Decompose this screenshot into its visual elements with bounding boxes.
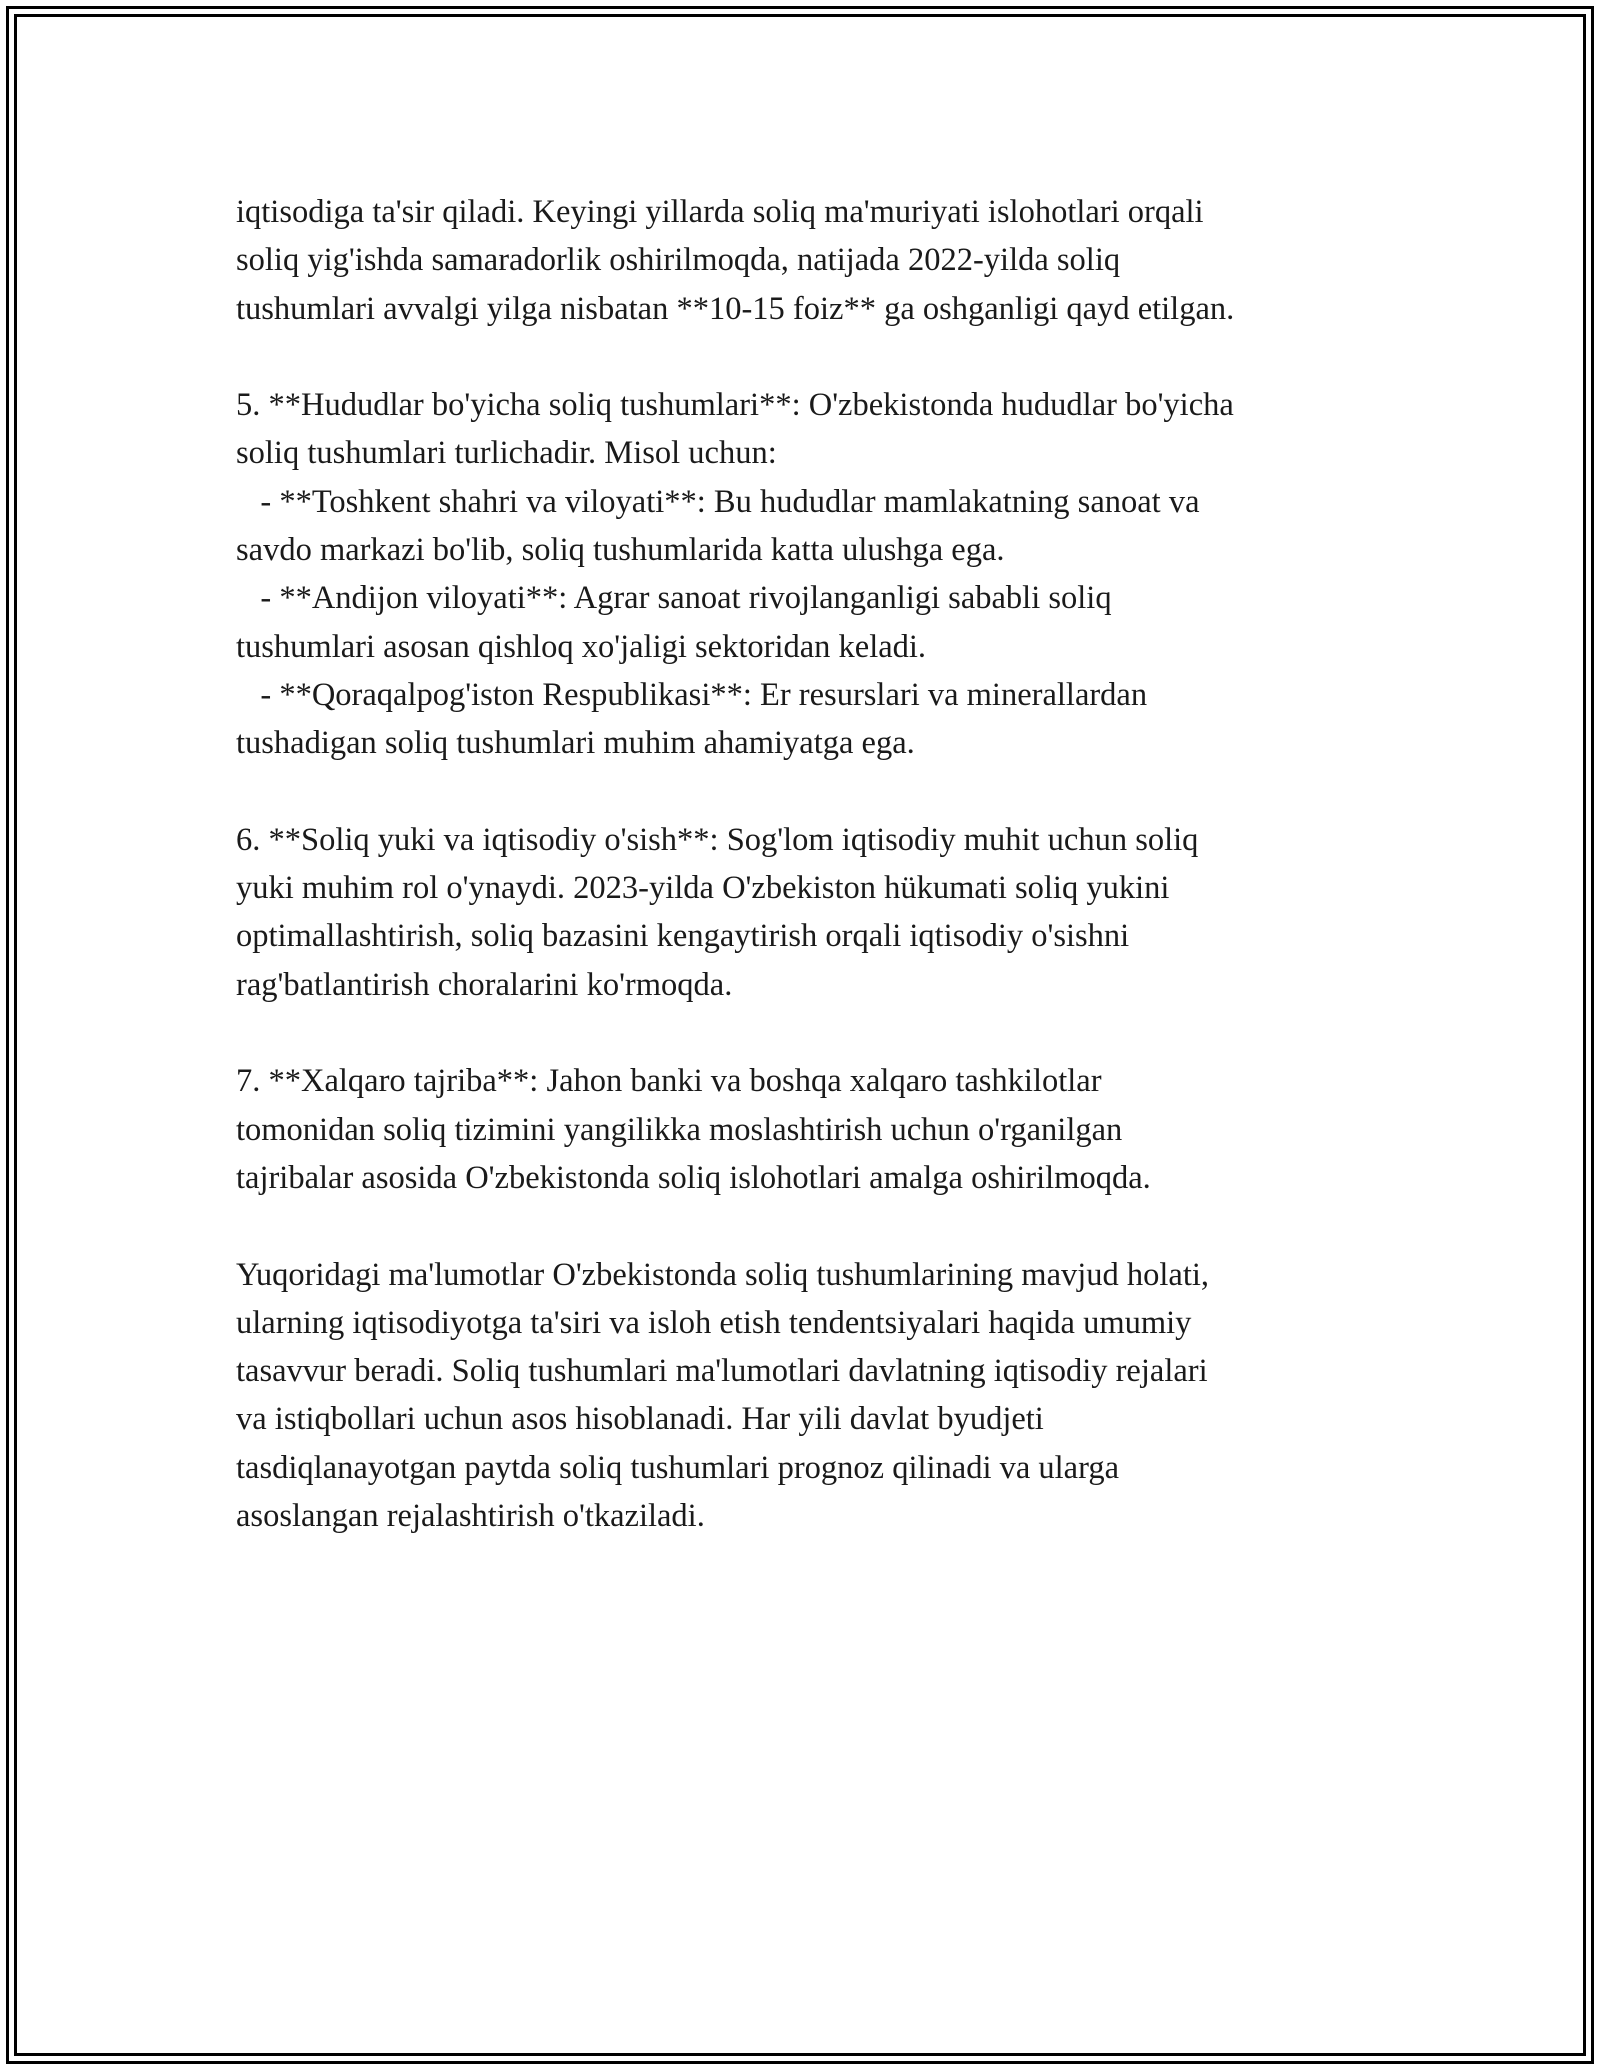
paragraph-gap — [236, 333, 1396, 381]
document-body — [236, 188, 1396, 1540]
text-line: tasdiqlanayotgan paytda soliq tushumlari prognoz qilinadi va ularga — [236, 1449, 1120, 1486]
sub-bullet-line: - **Toshkent shahri va viloyati**: Bu hududlar mamlakatning sanoat va — [236, 483, 1200, 520]
text-line: tasavvur beradi. Soliq tushumlari ma'lumotlari davlatning iqtisodiy rejalari — [236, 1353, 1208, 1390]
text-line: 7. **Xalqaro tajriba**: Jahon banki va boshqa xalqaro tashkilotlar — [236, 1063, 1102, 1100]
text-line: ularning iqtisodiyotga ta'siri va isloh etish tendentsiyalari haqida umumiy — [236, 1304, 1192, 1341]
text-line: soliq tushumlari turlichadir. Misol uchun: — [236, 435, 777, 472]
text-line: Yuqoridagi ma'lumotlar O'zbekistonda soliq tushumlarining mavjud holati, — [236, 1256, 1210, 1293]
text-line: tomonidan soliq tizimini yangilikka moslashtirish uchun o'rganilgan — [236, 1111, 1123, 1148]
paragraph-intro-continuation — [236, 188, 1396, 333]
text-line: tushadigan soliq tushumlari muhim ahamiyatga ega. — [236, 725, 915, 762]
paragraph-item-6-tax-burden — [236, 816, 1396, 1009]
paragraph-conclusion — [236, 1251, 1396, 1541]
text-line: asoslangan rejalashtirish o'tkaziladi. — [236, 1498, 705, 1535]
paragraph-gap — [236, 768, 1396, 816]
paragraph-gap — [236, 1009, 1396, 1057]
paragraph-gap — [236, 1202, 1396, 1250]
text-line: iqtisodiga ta'sir qiladi. Keyingi yillarda soliq ma'muriyati islohotlari orqali — [236, 194, 1204, 230]
text-line: savdo markazi bo'lib, soliq tushumlarida katta ulushga ega. — [236, 532, 1005, 569]
sub-bullet-line: - **Qoraqalpog'iston Respublikasi**: Er resurslari va minerallardan — [236, 676, 1148, 713]
text-line: tajribalar asosida O'zbekistonda soliq islohotlari amalga oshirilmoqda. — [236, 1159, 1151, 1196]
text-line: rag'batlantirish choralarini ko'rmoqda. — [236, 966, 733, 1003]
paragraph-item-7-international — [236, 1057, 1396, 1202]
text-line: soliq yig'ishda samaradorlik oshirilmoqda, natijada 2022-yilda soliq — [236, 242, 1121, 279]
text-line: tushumlari asosan qishloq xo'jaligi sektoridan keladi. — [236, 628, 927, 665]
text-line: 5. **Hududlar bo'yicha soliq tushumlari**: O'zbekistonda hududlar bo'yicha — [236, 387, 1234, 424]
text-line: yuki muhim rol o'ynaydi. 2023-yilda O'zbekiston hükumati soliq yukini — [236, 870, 1170, 907]
text-line: tushumlari avvalgi yilga nisbatan **10-15 foiz** ga oshganligi qayd etilgan. — [236, 290, 1235, 327]
text-line: va istiqbollari uchun asos hisoblanadi. Har yili davlat byudjeti — [236, 1401, 1044, 1438]
paragraph-item-5-regions — [236, 381, 1396, 767]
sub-bullet-line: - **Andijon viloyati**: Agrar sanoat rivojlanganligi sababli soliq — [236, 580, 1112, 617]
text-line: 6. **Soliq yuki va iqtisodiy o'sish**: Sog'lom iqtisodiy muhit uchun soliq — [236, 821, 1199, 858]
text-line: optimallashtirish, soliq bazasini kengaytirish orqali iqtisodiy o'sishni — [236, 918, 1130, 955]
